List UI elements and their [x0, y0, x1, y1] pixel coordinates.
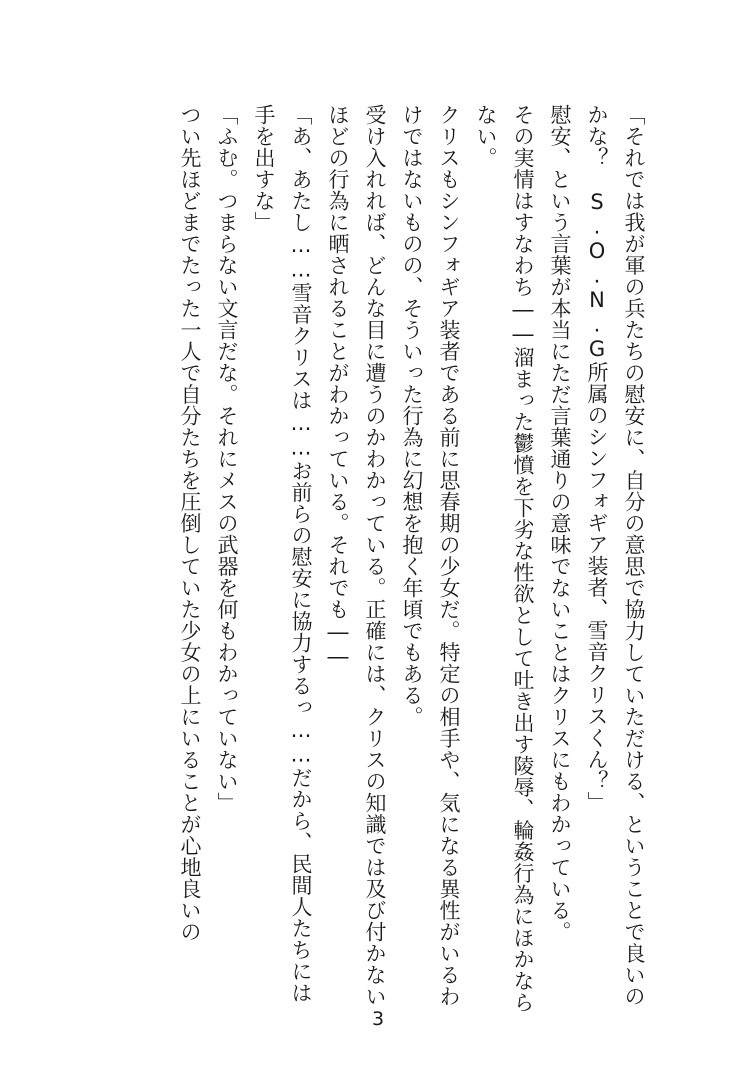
paragraph-2: 慰安、という言葉が本当にただ言葉通りの意味でないことはクリスにもわかっている。 [548, 104, 572, 943]
body-text [171, 104, 652, 1019]
paragraph-7: 「ふむ。つまらない文言だな。それにメスの武器を何もわかっていない」 [215, 104, 239, 814]
paragraph-1: 「それでは我が軍の兵たちの慰安に、自分の意思で協力していただける、ということで良いのかな？ S.O.N.G所属のシンフォギア装者、雪音クリスくん？」 [585, 104, 646, 1007]
paragraph-4: クリスもシンフォギア装者である前に思春期の少女だ。特定の相手や、気になる異性がいるわけではないものの、そういった行為に幻想を抱く年頃でもある。 [400, 104, 461, 1007]
paragraph-6: 「あ、あたし……雪音クリスは……お前らの慰安に協力するっ……だから、民間人たちには手を出すな」 [252, 104, 313, 1004]
page-number: 3 [371, 1008, 385, 1030]
paragraph-3: その実情はすなわち――溜まった鬱憤を下劣な性欲として吐き出す陵辱、輪姦行為にほかならない。 [474, 104, 535, 1013]
paragraph-5: 受け入れれば、どんな目に遭うのかわかっている。正確には、クリスの知識では及び付かないほどの行為に晒されることがわかっている。それでも―― [326, 104, 387, 1007]
paragraph-8: つい先ほどまでたった一人で自分たちを圧倒していた少女の上にいることが心地良いの [178, 104, 202, 943]
